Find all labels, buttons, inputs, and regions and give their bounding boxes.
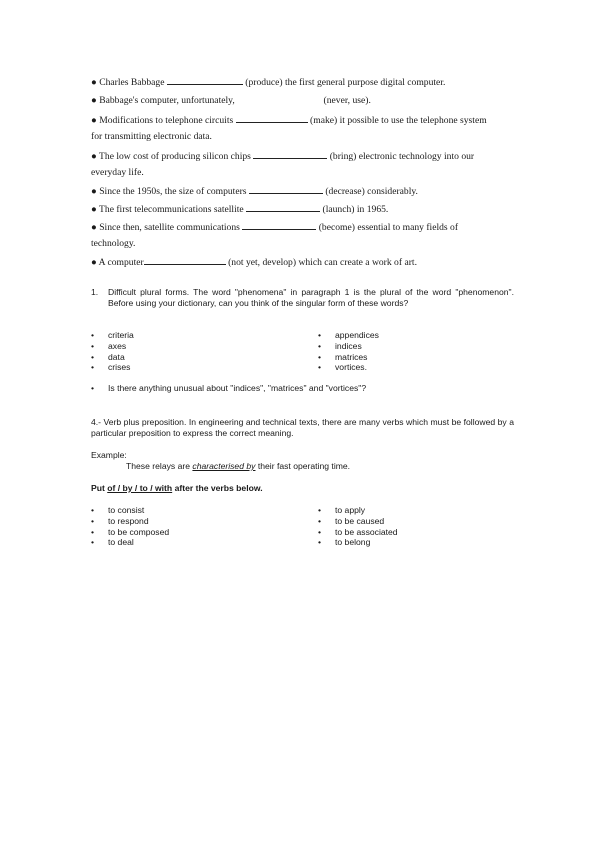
answer-blank[interactable] [246,203,320,212]
verb-preposition-instructions: 4.- Verb plus preposition. In engineering and technical texts, there are many verbs which must be followed by a particular preposition to express the correct meaning. [91,417,514,438]
answer-blank[interactable] [167,76,243,85]
bullet-icon: ● [91,95,97,106]
sentence-7-continuation: technology. [91,238,136,249]
section-number: 1. [91,287,99,297]
bullet-icon: ● [91,204,97,215]
answer-blank[interactable] [144,256,226,265]
answer-blank[interactable] [253,150,327,159]
bullet-icon: ● [91,151,97,162]
example-sentence: These relays are characterised by their fast operating time. [126,461,351,471]
sentence-3: ● Modifications to telephone circuits (make) it possible to use the telephone system [91,115,487,126]
answer-blank[interactable] [242,221,316,230]
bullet-icon: ● [91,222,97,233]
answer-blank[interactable] [236,114,308,123]
example-emphasis: characterised by [192,461,256,471]
sentence-4-continuation: everyday life. [91,167,144,178]
sentence-5: ● Since the 1950s, the size of computers (decrease) considerably. [91,186,418,197]
preposition-options: of / by / to / with [107,483,173,493]
sentence-2: ● Babbage's computer, unfortunately, (never, use). [91,95,371,106]
sentence-4: ● The low cost of producing silicon chips (bring) electronic technology into our [91,151,475,162]
sentence-1: ● Charles Babbage (produce) the first general purpose digital computer. [91,77,446,88]
sentence-3-continuation: for transmitting electronic data. [91,131,212,142]
answer-blank[interactable] [249,185,323,194]
example-label: Example: [91,450,127,460]
sentence-6: ● The first telecommunications satellite (launch) in 1965. [91,204,389,215]
bullet-icon: ● [91,115,97,126]
sentence-7: ● Since then, satellite communications (become) essential to many fields of [91,222,459,233]
document-page: ● Charles Babbage (produce) the first general purpose digital computer. ● Babbage's computer, unfortunately, (never, use). ● Modifications to telephone circuits (make) it possible to use the telephone system for transmitting electronic data. ● The low cost of producing silicon chips (bring) electronic technology into our everyday life. ● Since the 1950s, the size of computers (decrease) considerably. ● The first telecommunications satellite (launch) in 1965. ● Since then, satellite communications (become) essential to many fields of technology. ● A computer (not yet, develop) which can create a work of art. 1. Difficult plural forms. The word "phenomena" in paragraph 1 is the plural of the word "phenomenon". Before using your dictionary, can you think of the singular form of these words? • criteria • axes • data • crises • appendices • indices • matrices • vortices. • Is there anything unusual about "indices", "matrices" and "vortices"? 4.- Verb plus preposition. In engineering and technical texts, there are many verbs which must be followed by a particular preposition to express the correct meaning. Example: These relays are characterised by their fast operating time. Put of / by / to / with after the verbs below. • to consist • to respond • to be composed • to deal • to apply • to be caused • to be associated • to belong [91,77,514,548]
verb-instruction: Put of / by / to / with after the verbs below. [91,483,263,493]
bullet-icon: ● [91,257,97,268]
plural-forms-instructions: Difficult plural forms. The word "phenomena" in paragraph 1 is the plural of the word "phenomenon". Before using your dictionary, can you think of the singular form of these words? [108,287,514,308]
bullet-icon: ● [91,77,97,88]
sentence-8: ● A computer (not yet, develop) which can create a work of art. [91,257,417,268]
bullet-icon: ● [91,186,97,197]
